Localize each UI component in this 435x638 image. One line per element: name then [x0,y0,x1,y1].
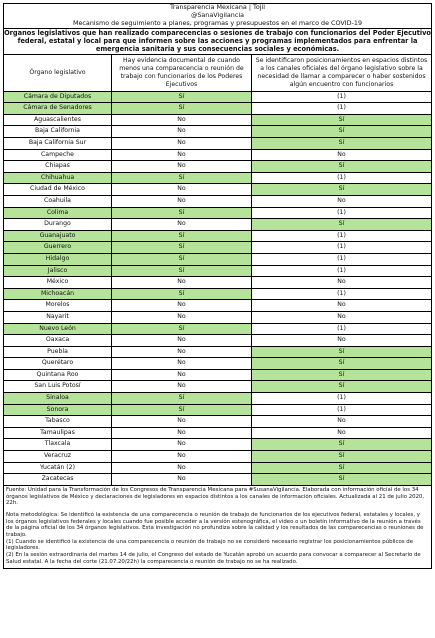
table-row [4,369,432,381]
positions-cell: Sí [252,114,432,126]
evidence-cell: No [112,114,252,126]
positions-cell: (1) [252,230,432,242]
positions-cell: (1) [252,103,432,115]
organ-cell: Tabasco [4,416,112,428]
organ-cell: San Luis Potosí [4,381,112,393]
positions-cell: No [252,427,432,439]
column-header-positions: Se identificaron posicionamientos en espacios distintos a los canales oficiales del órgano legislativo sobre la necesidad de llamar a comparecer o haber sostenidos algún encuentro con funcionarios [252,55,432,91]
evidence-cell: Sí [112,91,252,103]
evidence-cell: No [112,335,252,347]
organ-cell: Puebla [4,346,112,358]
methodology-note: Nota metodológica: Se identificó la existencia de una comparecencia o reunión de trabajo de funcionarios de los ejecutivos federal, estatales y locales, y los órganos legislativos federales y locales cuando fue posible acceder a la versión estenográfica, el video o un boletín informativo de la reunión a través de la página oficial de los 34 órganos legislativos. Esta investigación no profundiza sobre la calidad y los resultados de las comparecencias o reuniones de trabajo. [6,511,424,539]
organ-cell: Cámara de Diputados [4,91,112,103]
document [3,3,432,569]
organ-cell: Baja California [4,126,112,138]
table-row [4,184,432,196]
notes-section [3,486,432,569]
evidence-cell: No [112,161,252,173]
evidence-cell: Sí [112,242,252,254]
evidence-cell: No [112,311,252,323]
evidence-cell: Sí [112,207,252,219]
evidence-cell: No [112,427,252,439]
evidence-cell: Sí [112,103,252,115]
source-note: Fuente: Unidad para la Transformación de los Congresos de Transparencia Mexicana para #SusanaVigilancia. Elaborada con información oficial de los 34 órganos legislativos de México y declaraciones de legisladores en espacios distintos a los canales de información oficiales. Actualizada al 21 de julio 2020, 22h. [6,486,425,507]
positions-cell: (1) [252,323,432,335]
organ-cell: Querétaro [4,358,112,370]
column-header-organ: Órgano legislativo [4,55,112,91]
organ-cell: Chihuahua [4,172,112,184]
header-mechanism: Mecanismo de seguimiento a planes, programas y presupuestos en el marco de COVID-19 [72,18,363,27]
organ-cell: Durango [4,219,112,231]
evidence-cell: No [112,346,252,358]
table-row [4,126,432,138]
column-header-evidence: Hay evidencia documental de cuando menos una comparecencia o reunión de trabajo con funcionarios de los Poderes Ejecutivos [112,55,252,91]
table-header-row [4,55,432,91]
table-row [4,335,432,347]
evidence-cell: Sí [112,253,252,265]
positions-cell: Sí [252,219,432,231]
table-row [4,300,432,312]
evidence-cell: No [112,369,252,381]
evidence-cell: No [112,195,252,207]
table-row [4,427,432,439]
evidence-cell: No [112,184,252,196]
organ-cell: Michoacán [4,288,112,300]
organ-cell: Coahuila [4,195,112,207]
organ-cell: Campeche [4,149,112,161]
table-question: Órganos legislativos que han realizado comparecencias o sesiones de trabajo con funcionarios del Poder Ejecutivo federal, estatal y local para que informen sobre las acciones y programas implementados para enfrentar la emergencia sanitaria y sus consecuencias sociales y económicas. [4,28,431,53]
evidence-cell: No [112,219,252,231]
evidence-cell: Sí [112,172,252,184]
table-row [4,277,432,289]
legislative-table [3,54,432,485]
evidence-cell: No [112,451,252,463]
table-row [4,172,432,184]
footnote-1: (1) Cuando se identificó la existencia de una comparecencia o reunión de trabajo no se consideró necesario registrar los posicionamientos públicos de legisladores. [6,538,414,552]
organ-cell: Zacatecas [4,474,112,486]
organ-cell: Quintana Roo [4,369,112,381]
positions-cell: No [252,335,432,347]
table-row [4,462,432,474]
positions-cell: No [252,195,432,207]
footnote-2: (2) En la sesión extraordinaria del martes 14 de julio, el Congreso del estado de Yucatán aprobó un acuerdo para convocar a comparecer al Secretario de Salud estatal. A la fecha del corte (21.07.20/22h) la comparecencia o reunión de trabajo no se ha realizado. [6,552,421,565]
table-row [4,138,432,150]
organ-cell: Colima [4,207,112,219]
organ-cell: Morelos [4,300,112,312]
header-organizations: Transparencia Mexicana | Tojil [169,3,266,11]
positions-cell: Sí [252,346,432,358]
evidence-cell: No [112,277,252,289]
positions-cell: (1) [252,172,432,184]
organ-cell: Tlaxcala [4,439,112,451]
document-header [3,3,432,28]
table-row [4,404,432,416]
organ-cell: Guanajuato [4,230,112,242]
table-row [4,474,432,486]
evidence-cell: No [112,439,252,451]
table-row [4,439,432,451]
organ-cell: Nuevo León [4,323,112,335]
organ-cell: Jalisco [4,265,112,277]
table-row [4,114,432,126]
organ-cell: Cámara de Senadores [4,103,112,115]
organ-cell: Sinaloa [4,393,112,405]
evidence-cell: Sí [112,323,252,335]
table-row [4,346,432,358]
evidence-cell: No [112,149,252,161]
organ-cell: Yucatán (2) [4,462,112,474]
evidence-cell: No [112,416,252,428]
evidence-cell: No [112,474,252,486]
positions-cell: Sí [252,126,432,138]
evidence-cell: Sí [112,265,252,277]
evidence-cell: No [112,462,252,474]
positions-cell: Sí [252,369,432,381]
positions-cell: Sí [252,451,432,463]
table-row [4,381,432,393]
organ-cell: Hidalgo [4,253,112,265]
organ-cell: Nayarit [4,311,112,323]
positions-cell: (1) [252,404,432,416]
table-row [4,219,432,231]
table-row [4,416,432,428]
evidence-cell: Sí [112,393,252,405]
table-row [4,207,432,219]
table-row [4,393,432,405]
positions-cell: (1) [252,265,432,277]
table-row [4,161,432,173]
organ-cell: Guerrero [4,242,112,254]
organ-cell: Sonora [4,404,112,416]
positions-cell: Sí [252,439,432,451]
table-row [4,311,432,323]
positions-cell: Sí [252,474,432,486]
table-row [4,242,432,254]
positions-cell: (1) [252,91,432,103]
positions-cell: Sí [252,358,432,370]
evidence-cell: Sí [112,288,252,300]
table-row [4,265,432,277]
organ-cell: Baja California Sur [4,138,112,150]
table-row [4,195,432,207]
table-row [4,230,432,242]
positions-cell: No [252,416,432,428]
table-row [4,149,432,161]
evidence-cell: No [112,381,252,393]
organ-cell: Tamaulipas [4,427,112,439]
table-row [4,288,432,300]
evidence-cell: No [112,138,252,150]
positions-cell: (1) [252,288,432,300]
positions-cell: No [252,149,432,161]
positions-cell: (1) [252,393,432,405]
evidence-cell: No [112,358,252,370]
table-row [4,253,432,265]
positions-cell: Sí [252,381,432,393]
positions-cell: Sí [252,161,432,173]
evidence-cell: No [112,300,252,312]
organ-cell: Chiapas [4,161,112,173]
table-row [4,451,432,463]
organ-cell: Veracruz [4,451,112,463]
table-row [4,91,432,103]
positions-cell: Sí [252,184,432,196]
organ-cell: Ciudad de México [4,184,112,196]
table-body [4,91,432,485]
positions-cell: (1) [252,253,432,265]
positions-cell: (1) [252,207,432,219]
evidence-cell: No [112,126,252,138]
organ-cell: México [4,277,112,289]
positions-cell: No [252,277,432,289]
positions-cell: (1) [252,242,432,254]
organ-cell: Aguascalientes [4,114,112,126]
table-row [4,358,432,370]
evidence-cell: Sí [112,404,252,416]
evidence-cell: Sí [112,230,252,242]
positions-cell: Sí [252,138,432,150]
positions-cell: No [252,300,432,312]
organ-cell: Oaxaca [4,335,112,347]
positions-cell: Sí [252,462,432,474]
header-handle: @SanaVigilancia [190,10,245,19]
positions-cell: No [252,311,432,323]
table-row [4,323,432,335]
table-row [4,103,432,115]
